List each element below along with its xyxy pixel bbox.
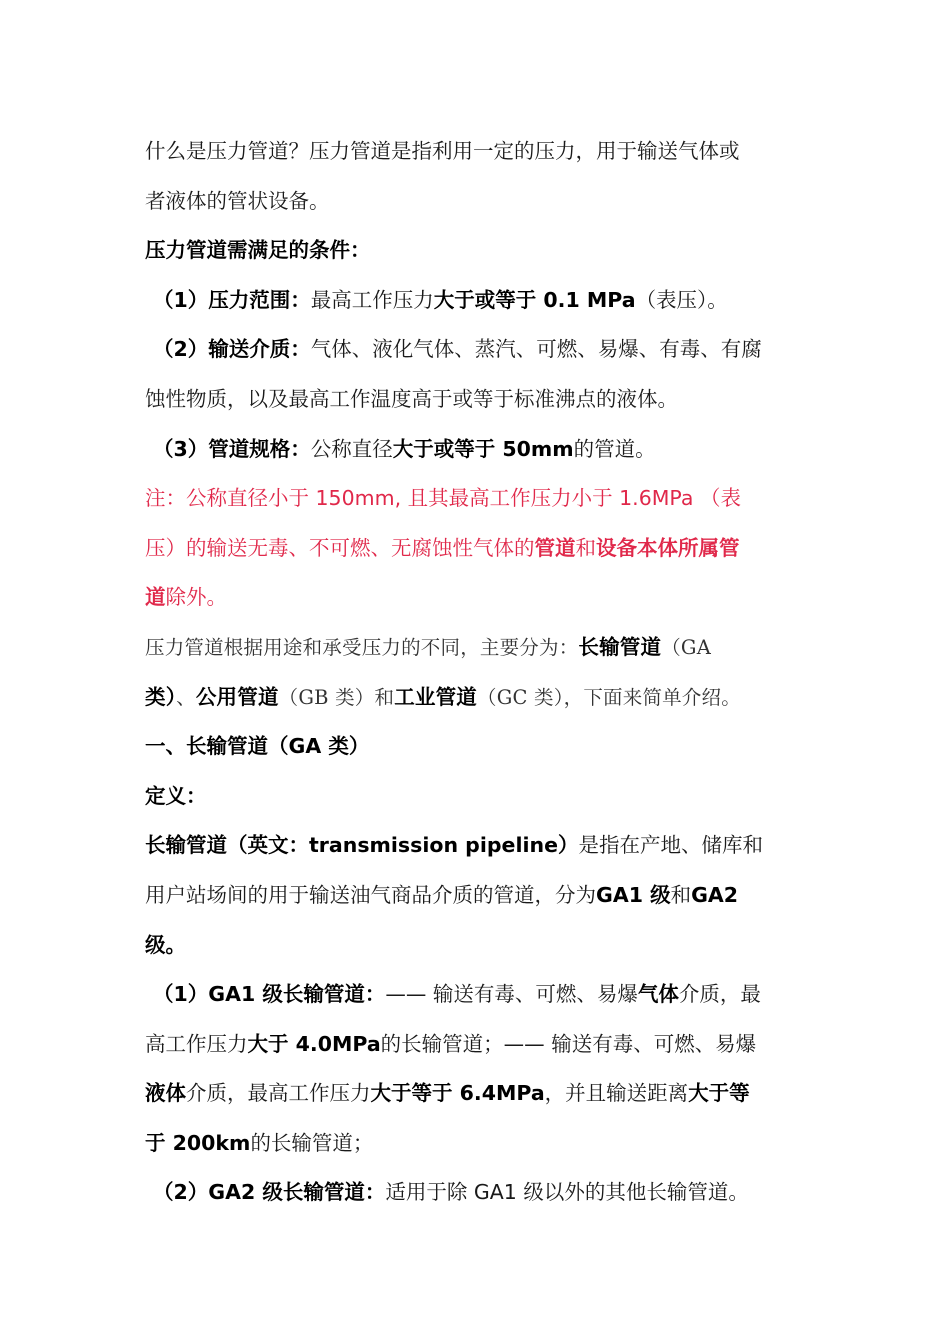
condition-medium: （2）输送介质：气体、液化气体、蒸汽、可燃、易爆、有毒、有腐 [153, 337, 762, 362]
definition-label: 定义： [145, 783, 207, 808]
definition-line-3: 级。 [145, 932, 186, 957]
note-line-2: 压）的输送无毒、不可燃、无腐蚀性气体的管道和设备本体所属管 [145, 535, 740, 560]
section-heading-ga: 一、长输管道（GA 类） [145, 734, 370, 759]
classification-line-1: 压力管道根据用途和承受压力的不同，主要分为：长输管道（GA [145, 634, 711, 659]
document-body [145, 127, 810, 1218]
condition-medium-cont: 蚀性物质，以及最高工作温度高于或等于标准沸点的液体。 [145, 386, 678, 411]
note-line-1: 注：公称直径小于 150mm, 且其最高工作压力小于 1.6MPa （表 [145, 486, 741, 511]
condition-pressure: （1）压力范围：最高工作压力大于或等于 0.1 MPa（表压）。 [153, 287, 728, 312]
ga1-line-2: 高工作压力大于 4.0MPa的长输管道；—— 输送有毒、可燃、易爆 [145, 1031, 757, 1056]
ga1-line-3: 液体介质，最高工作压力大于等于 6.4MPa，并且输送距离大于等 [145, 1081, 750, 1106]
ga2-line: （2）GA2 级长输管道：适用于除 GA1 级以外的其他长输管道。 [153, 1180, 749, 1205]
definition-line-2: 用户站场间的用于输送油气商品介质的管道，分为GA1 级和GA2 [145, 882, 739, 907]
condition-spec: （3）管道规格：公称直径大于或等于 50mm的管道。 [153, 436, 656, 461]
classification-line-2: 类）、公用管道（GB 类）和工业管道（GC 类），下面来简单介绍。 [145, 684, 741, 709]
conditions-heading: 压力管道需满足的条件： [145, 238, 371, 263]
intro-line-1: 什么是压力管道？压力管道是指利用一定的压力，用于输送气体或 [145, 139, 740, 163]
intro-line-2: 者液体的管状设备。 [145, 188, 330, 213]
definition-line-1: 长输管道（英文：transmission pipeline）是指在产地、储库和 [145, 833, 764, 858]
note-line-3: 道除外。 [145, 585, 227, 610]
ga1-line-1: （1）GA1 级长输管道：—— 输送有毒、可燃、易爆气体介质，最 [153, 982, 761, 1007]
ga1-line-4: 于 200km的长输管道； [145, 1130, 374, 1155]
